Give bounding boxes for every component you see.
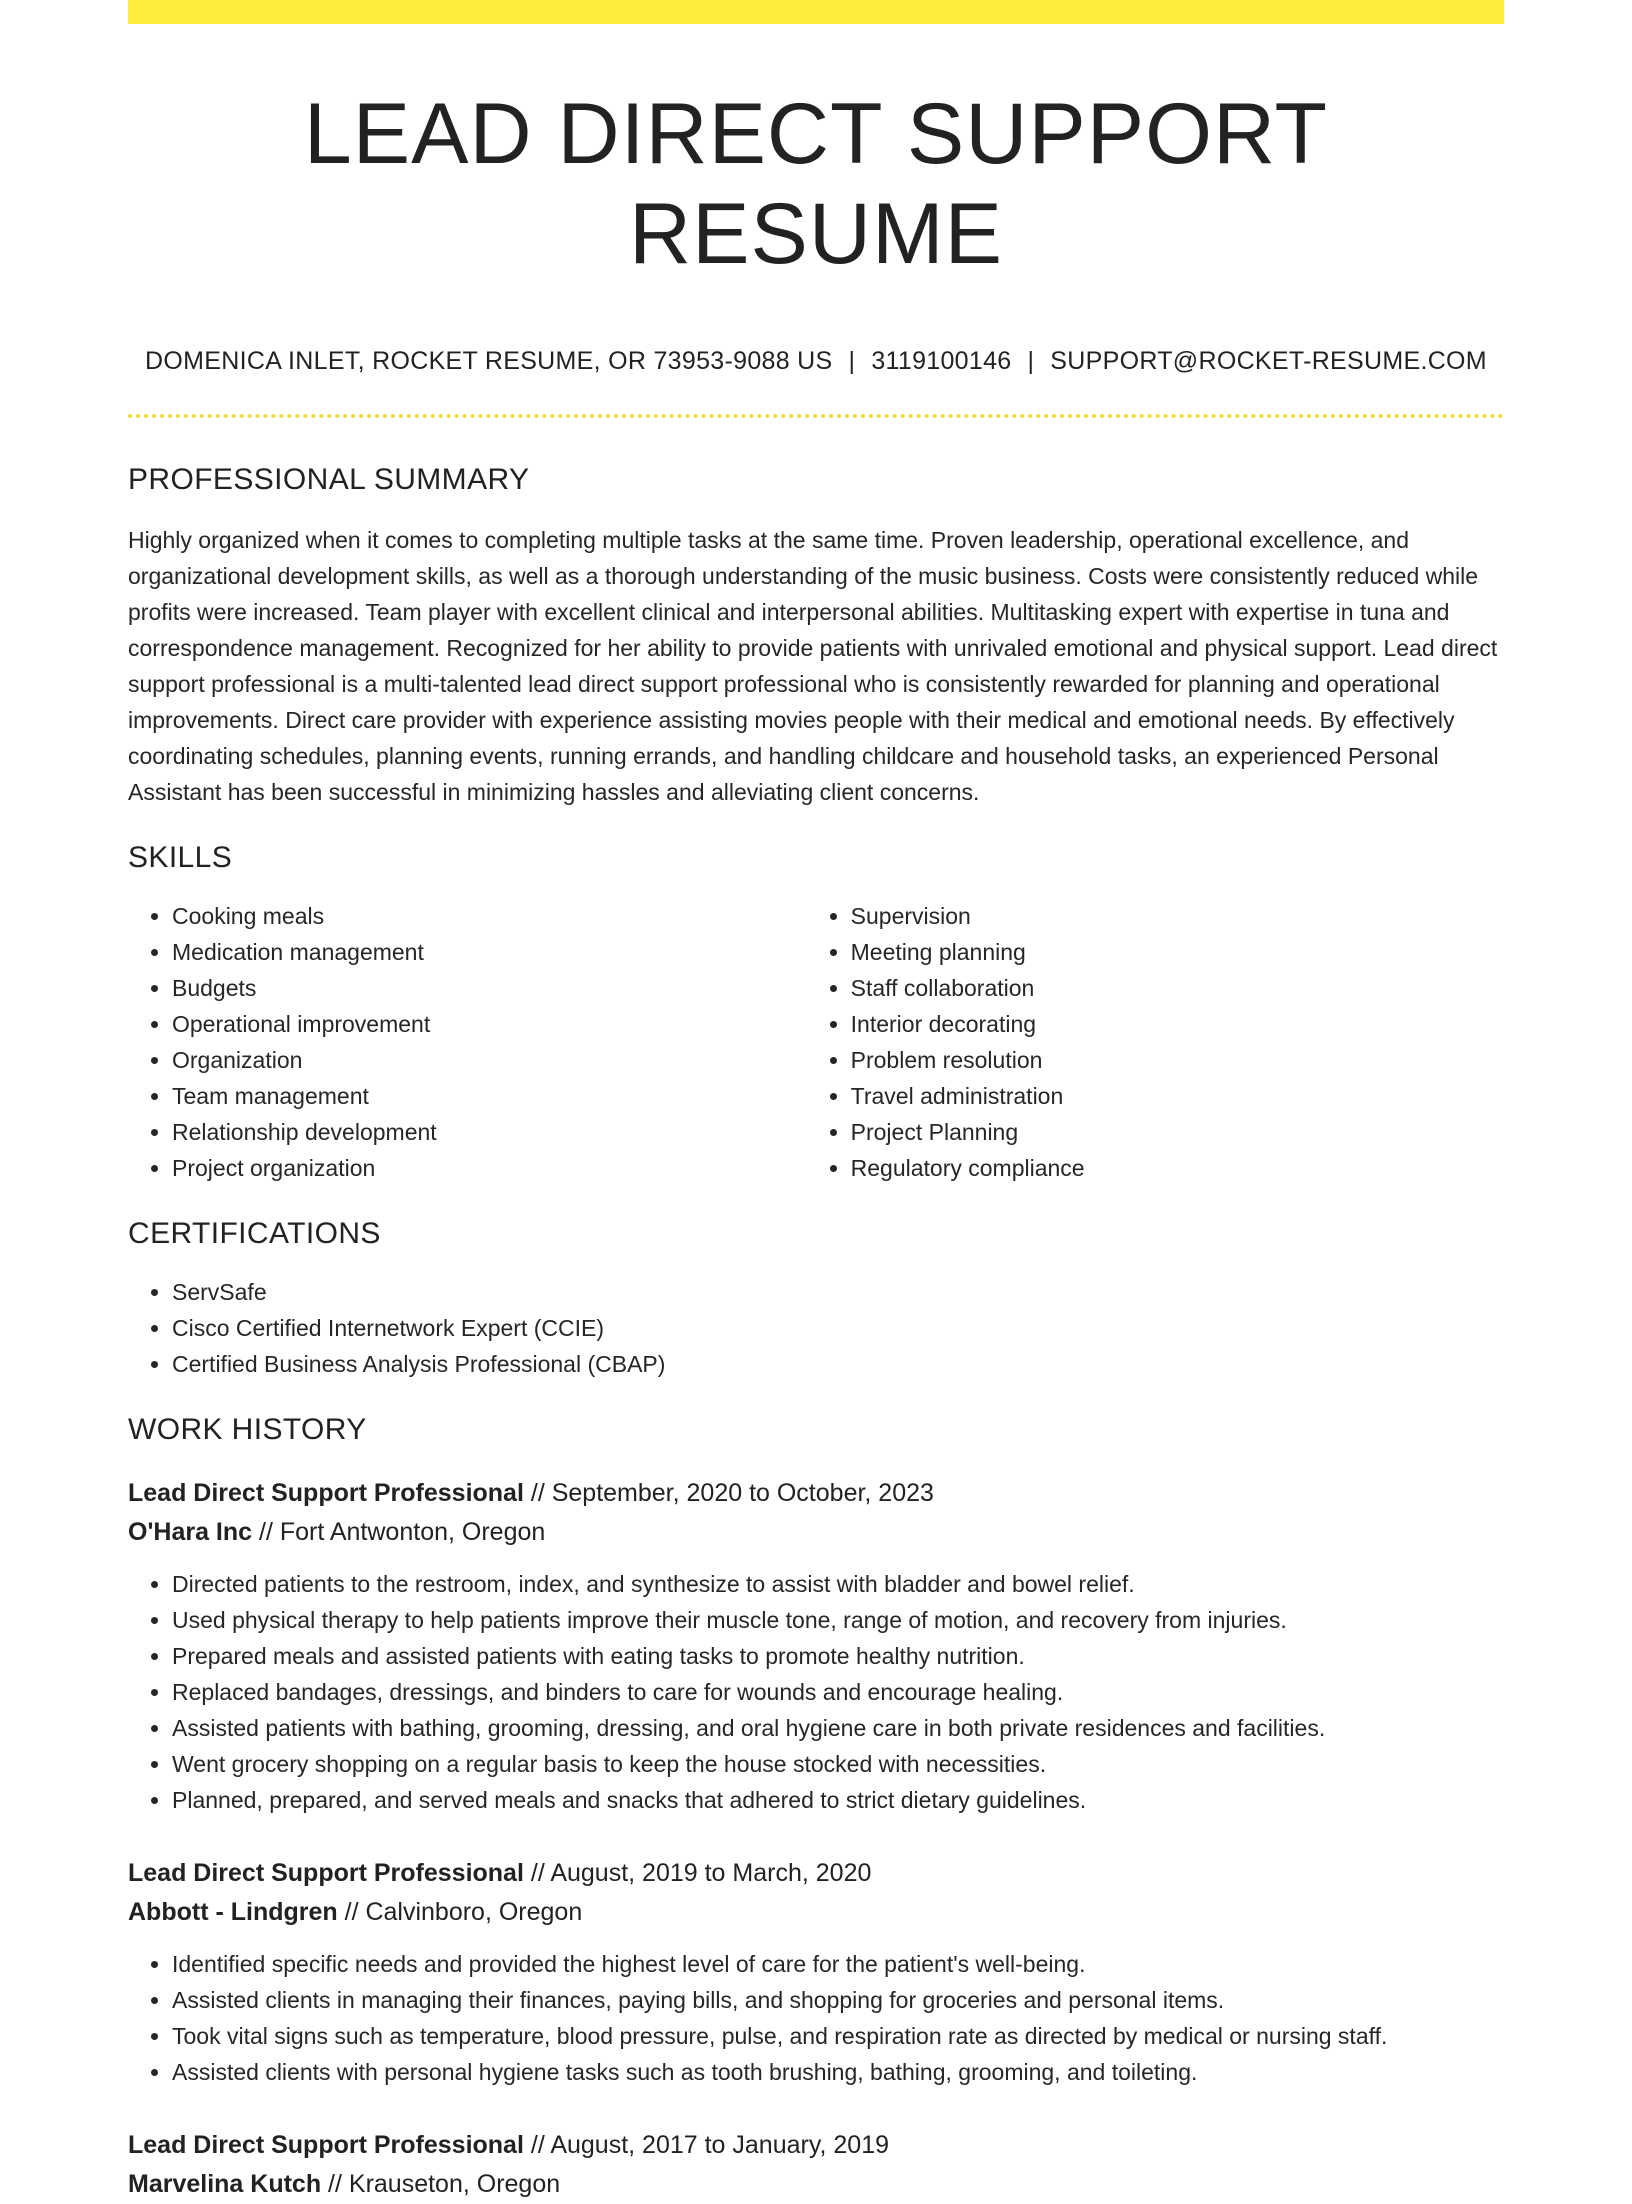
job-dates: // August, 2017 to January, 2019 <box>523 2131 889 2159</box>
skills-column-left <box>128 898 807 1186</box>
skills-column-right <box>807 898 1504 1186</box>
job-location: // Calvinboro, Oregon <box>337 1898 583 1926</box>
certification-item: • Cisco Certified Internetwork Expert (CCIE) <box>172 1310 1504 1346</box>
skill-item: • Operational improvement <box>172 1006 807 1042</box>
job-bullet: • Took vital signs such as temperature, blood pressure, pulse, and respiration rate as directed by medical or nursing staff. <box>172 2018 1504 2054</box>
job-company: Marvelina Kutch <box>128 2170 322 2198</box>
dotted-divider <box>128 414 1504 418</box>
skill-item: • Project organization <box>172 1150 807 1186</box>
job-title: Lead Direct Support Professional <box>128 1479 524 1507</box>
job-title-line <box>128 1474 1504 1513</box>
job-title-line <box>128 1854 1504 1893</box>
job-bullet: • Replaced bandages, dressings, and binders to care for wounds and encourage healing. <box>172 1674 1504 1710</box>
job-bullet: • Prepared meals and assisted patients with eating tasks to promote healthy nutrition. <box>172 1638 1504 1674</box>
job-bullet-list <box>128 1946 1504 2090</box>
job-entry <box>128 2126 1504 2204</box>
certifications-list <box>128 1274 1504 1382</box>
job-company: O'Hara Inc <box>128 1518 253 1546</box>
job-entry <box>128 1474 1504 1818</box>
job-dates: // September, 2020 to October, 2023 <box>523 1479 934 1507</box>
job-bullet: • Directed patients to the restroom, index, and synthesize to assist with bladder and bowel relief. <box>172 1566 1504 1602</box>
summary-text: Highly organized when it comes to completing multiple tasks at the same time. Proven leadership, operational excellence, and organizational development skills, as well as a thorough understanding of the music business. Costs were consistently reduced while profits were increased. Team player with excellent clinical and interpersonal abilities. Multitasking expert with expertise in tuna and correspondence management. Recognized for her ability to provide patients with unrivaled emotional and physical support. Lead direct support professional is a multi-talented lead direct support professional who is consistently rewarded for planning and operational improvements. Direct care provider with experience assisting movies people with their medical and emotional needs. By effectively coordinating schedules, planning events, running errands, and handling childcare and household tasks, an experienced Personal Assistant has been successful in minimizing hassles and alleviating client concerns. <box>128 527 1498 805</box>
job-location: // Krauseton, Oregon <box>321 2170 561 2198</box>
job-company-line <box>128 1893 1504 1932</box>
skill-item: • Team management <box>172 1078 807 1114</box>
job-dates: // August, 2019 to March, 2020 <box>523 1859 872 1887</box>
skill-item: • Cooking meals <box>172 898 807 934</box>
job-company-line <box>128 1513 1504 1552</box>
job-location: // Fort Antwonton, Oregon <box>252 1518 546 1546</box>
job-bullet: • Used physical therapy to help patients improve their muscle tone, range of motion, and recovery from injuries. <box>172 1602 1504 1638</box>
job-company-line <box>128 2165 1504 2204</box>
skill-item: • Relationship development <box>172 1114 807 1150</box>
skill-item: • Project Planning <box>851 1114 1504 1150</box>
job-bullet: • Assisted patients with bathing, grooming, dressing, and oral hygiene care in both private residences and facilities. <box>172 1710 1504 1746</box>
job-bullet-list <box>128 1566 1504 1818</box>
job-title-line <box>128 2126 1504 2165</box>
job-bullet: • Went grocery shopping on a regular basis to keep the house stocked with necessities. <box>172 1746 1504 1782</box>
skill-item: • Interior decorating <box>851 1006 1504 1042</box>
contact-address: DOMENICA INLET, ROCKET RESUME, OR 73953-9088 US <box>145 347 833 375</box>
job-bullet: • Identified specific needs and provided the highest level of care for the patient's well-being. <box>172 1946 1504 1982</box>
contact-separator: | <box>1027 347 1035 375</box>
skills-heading: SKILLS <box>128 841 233 874</box>
skill-item: • Budgets <box>172 970 807 1006</box>
skills-list <box>128 898 1504 1186</box>
certification-item: • ServSafe <box>172 1274 1504 1310</box>
skill-item: • Supervision <box>851 898 1504 934</box>
job-entry <box>128 1854 1504 2090</box>
contact-separator: | <box>848 347 856 375</box>
job-bullet: • Assisted clients in managing their finances, paying bills, and shopping for groceries and personal items. <box>172 1982 1504 2018</box>
accent-bar <box>128 0 1504 24</box>
contact-line <box>128 346 1504 376</box>
job-title: Lead Direct Support Professional <box>128 2131 524 2159</box>
job-bullet: • Assisted clients with personal hygiene tasks such as tooth brushing, bathing, grooming, and toileting. <box>172 2054 1504 2090</box>
skill-item: • Organization <box>172 1042 807 1078</box>
skill-item: • Medication management <box>172 934 807 970</box>
job-bullet: • Planned, prepared, and served meals and snacks that adhered to strict dietary guidelines. <box>172 1782 1504 1818</box>
resume-title: LEAD DIRECT SUPPORT RESUME <box>303 86 1329 282</box>
skill-item: • Travel administration <box>851 1078 1504 1114</box>
skill-item: • Regulatory compliance <box>851 1150 1504 1186</box>
resume-content <box>128 24 1504 2204</box>
skill-item: • Problem resolution <box>851 1042 1504 1078</box>
contact-phone: 3119100146 <box>871 347 1012 375</box>
work-history-heading: WORK HISTORY <box>128 1413 367 1446</box>
certification-item: • Certified Business Analysis Professional (CBAP) <box>172 1346 1504 1382</box>
job-company: Abbott - Lindgren <box>128 1898 338 1926</box>
skill-item: • Staff collaboration <box>851 970 1504 1006</box>
summary-heading: PROFESSIONAL SUMMARY <box>128 463 530 496</box>
certifications-heading: CERTIFICATIONS <box>128 1217 381 1250</box>
job-title: Lead Direct Support Professional <box>128 1859 524 1887</box>
contact-email: SUPPORT@ROCKET-RESUME.COM <box>1050 347 1487 375</box>
skill-item: • Meeting planning <box>851 934 1504 970</box>
